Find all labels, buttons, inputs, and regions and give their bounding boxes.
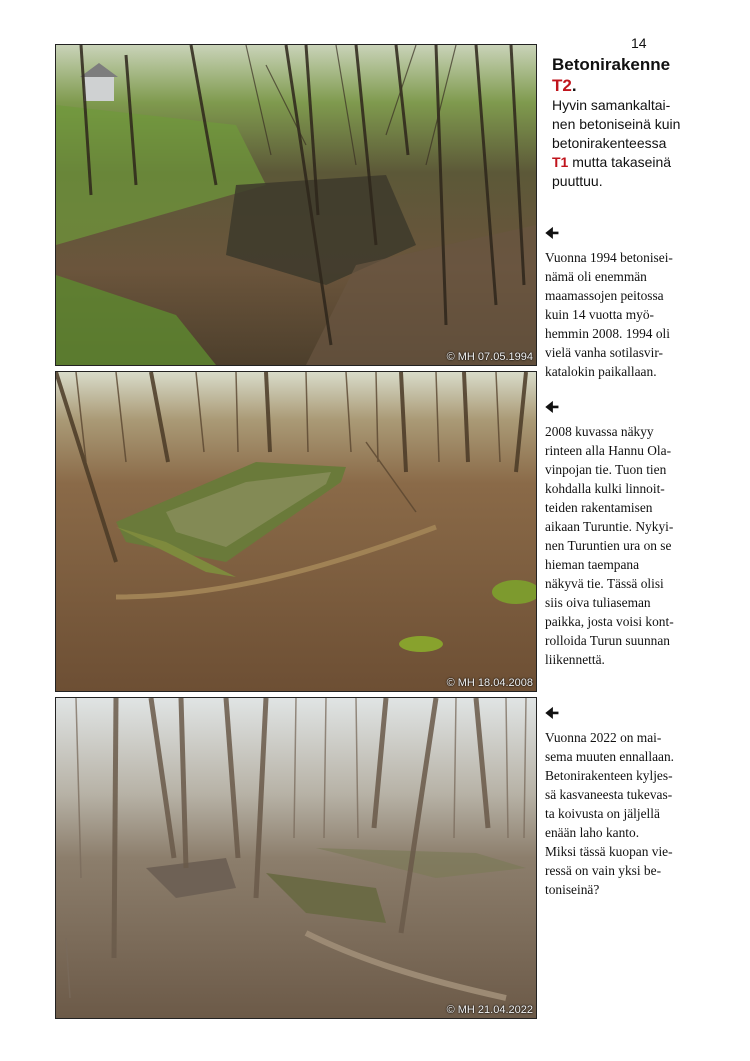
caption-line: kohdalla kulki linnoit- — [545, 481, 665, 496]
caption-line: Vuonna 1994 betonisei- — [545, 250, 673, 265]
description-line: puuttuu. — [552, 173, 603, 189]
caption-line: kuin 14 vuotta myö- — [545, 307, 654, 322]
description-line: Hyvin samankaltai- — [552, 97, 671, 113]
caption-line: nämä oli enemmän — [545, 269, 647, 284]
structure-code: T2 — [552, 76, 572, 95]
description-line: betonirakenteessa — [552, 135, 667, 151]
structure-title-block — [552, 54, 742, 191]
caption-line: toniseinä? — [545, 882, 600, 897]
caption-line: teiden rakentamisen — [545, 500, 653, 515]
forest-photo-2022-image — [56, 698, 536, 1018]
caption-line: Betonirakenteen kyljes- — [545, 768, 673, 783]
left-arrow-icon: 🠈 — [545, 398, 559, 416]
description-line-rest: mutta takaseinä — [568, 154, 672, 170]
caption-line: katalokin paikallaan. — [545, 364, 657, 379]
photo-2022 — [55, 697, 537, 1019]
caption-line: maamassojen peitossa — [545, 288, 664, 303]
caption-line: enään laho kanto. — [545, 825, 640, 840]
photo-credit: © MH 21.04.2022 — [446, 1004, 533, 1016]
caption-line: paikka, josta voisi kont- — [545, 614, 674, 629]
forest-photo-2008-image — [56, 372, 536, 691]
structure-heading: Betonirakenne — [552, 55, 671, 74]
caption-line: liikennettä. — [545, 652, 605, 667]
caption-line: aikaan Turuntie. Nykyi- — [545, 519, 674, 534]
caption-line: hieman taempana — [545, 557, 640, 572]
caption-line: 2008 kuvassa näkyy — [545, 424, 654, 439]
description-line: nen betoniseinä kuin — [552, 116, 681, 132]
caption-line: hemmin 2008. 1994 oli — [545, 326, 670, 341]
caption-2008 — [545, 422, 695, 669]
structure-code-suffix: . — [571, 76, 577, 95]
structure-description — [552, 96, 742, 191]
photo-1994 — [55, 44, 537, 366]
description-line-with-reference — [552, 153, 742, 172]
forest-photo-1994-image — [56, 45, 536, 365]
photo-credit: © MH 07.05.1994 — [446, 351, 533, 363]
caption-line: vielä vanha sotilasvir- — [545, 345, 663, 360]
caption-1994 — [545, 248, 695, 381]
caption-line: rinteen alla Hannu Ola- — [545, 443, 672, 458]
caption-line: näkyvä tie. Tässä olisi — [545, 576, 664, 591]
caption-line: siis oiva tuliaseman — [545, 595, 651, 610]
caption-line: Vuonna 2022 on mai- — [545, 730, 662, 745]
caption-line: nen Turuntien ura on se — [545, 538, 672, 553]
caption-line: sema muuten ennallaan. — [545, 749, 675, 764]
structure-code-line — [552, 75, 742, 96]
page-number: 14 — [631, 35, 647, 51]
caption-2022 — [545, 728, 695, 899]
left-arrow-icon: 🠈 — [545, 704, 559, 722]
caption-line: sä kasvaneesta tukevas- — [545, 787, 673, 802]
caption-line: Miksi tässä kuopan vie- — [545, 844, 673, 859]
reference-code: T1 — [552, 154, 569, 170]
caption-line: rolloida Turun suunnan — [545, 633, 670, 648]
caption-line: ta koivusta on jäljellä — [545, 806, 660, 821]
left-arrow-icon: 🠈 — [545, 224, 559, 242]
caption-line: ressä on vain yksi be- — [545, 863, 662, 878]
photo-2008 — [55, 371, 537, 692]
caption-line: vinpojan tie. Tuon tien — [545, 462, 667, 477]
photo-credit: © MH 18.04.2008 — [446, 677, 533, 689]
